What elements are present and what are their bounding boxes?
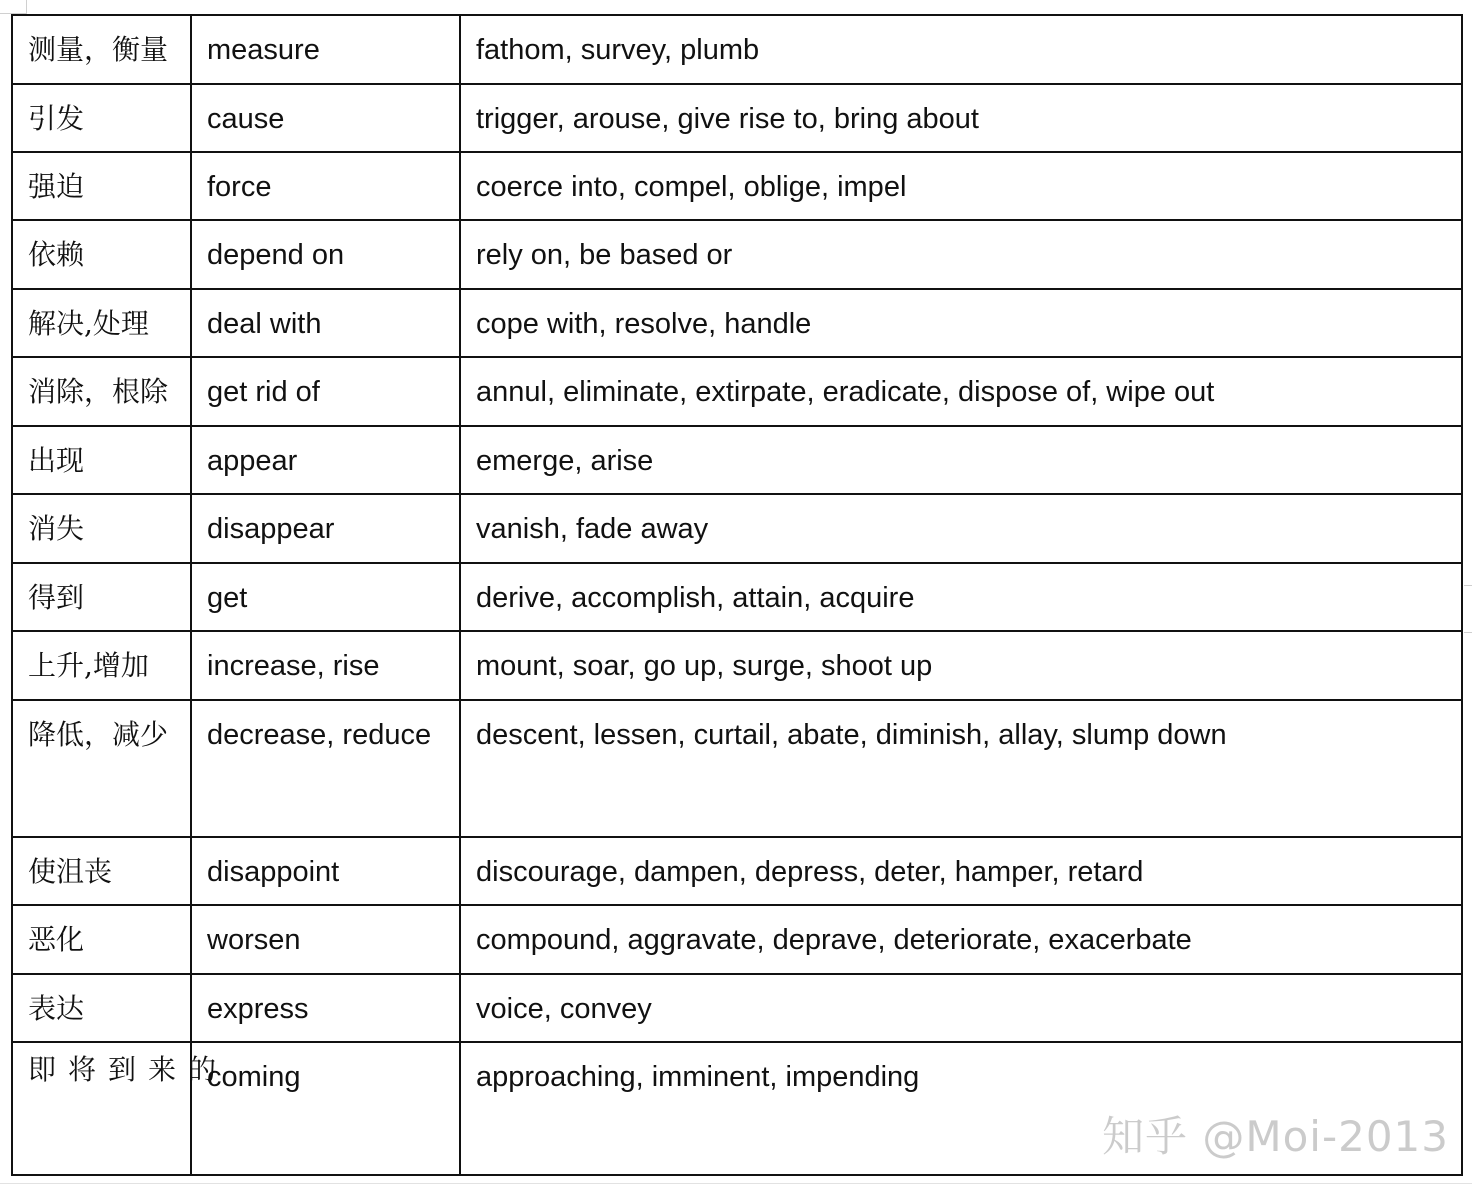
synonyms-cell: voice, convey — [460, 974, 1462, 1042]
word-cell: appear — [191, 426, 460, 494]
vocabulary-table — [11, 14, 1463, 1176]
synonyms-cell: emerge, arise — [460, 426, 1462, 494]
chinese-meaning-cell: 表达 — [12, 974, 191, 1042]
table-row — [12, 84, 1462, 152]
chinese-meaning-cell: 引发 — [12, 84, 191, 152]
watermark-text: 知乎 @Moi-2013 — [1102, 1112, 1449, 1161]
synonyms-cell: cope with, resolve, handle — [460, 289, 1462, 357]
synonyms-cell: compound, aggravate, deprave, deteriorate, exacerbate — [460, 905, 1462, 974]
synonyms-cell: trigger, arouse, give rise to, bring about — [460, 84, 1462, 152]
chinese-meaning-cell: 即将到来的 — [12, 1042, 191, 1175]
chinese-meaning-cell: 消除，根除 — [12, 357, 191, 426]
table-row — [12, 426, 1462, 494]
synonyms-cell: fathom, survey, plumb — [460, 15, 1462, 84]
table-row — [12, 152, 1462, 220]
chinese-meaning-cell: 测量，衡量 — [12, 15, 191, 84]
word-cell: coming — [191, 1042, 460, 1175]
table-row — [12, 494, 1462, 563]
page-bottom-edge — [0, 1183, 1472, 1190]
word-cell: cause — [191, 84, 460, 152]
synonyms-cell: descent, lessen, curtail, abate, diminish, allay, slump down — [460, 700, 1462, 837]
chinese-meaning-cell: 使沮丧 — [12, 837, 191, 905]
page-corner-marker — [0, 0, 27, 14]
table-row — [12, 563, 1462, 631]
chinese-meaning-cell: 降低，减少 — [12, 700, 191, 837]
table-row — [12, 357, 1462, 426]
table-row — [12, 15, 1462, 84]
word-cell: worsen — [191, 905, 460, 974]
synonyms-cell: discourage, dampen, depress, deter, hamper, retard — [460, 837, 1462, 905]
table-row — [12, 289, 1462, 357]
table-row — [12, 700, 1462, 837]
word-cell: get rid of — [191, 357, 460, 426]
word-cell: decrease, reduce — [191, 700, 460, 837]
word-cell: get — [191, 563, 460, 631]
synonyms-cell: mount, soar, go up, surge, shoot up — [460, 631, 1462, 700]
chinese-meaning-cell: 解决,处理 — [12, 289, 191, 357]
synonyms-cell: vanish, fade away — [460, 494, 1462, 563]
word-cell: disappoint — [191, 837, 460, 905]
word-cell: depend on — [191, 220, 460, 289]
word-cell: increase, rise — [191, 631, 460, 700]
word-cell: deal with — [191, 289, 460, 357]
chinese-meaning-cell: 上升,增加 — [12, 631, 191, 700]
word-cell: force — [191, 152, 460, 220]
table-row — [12, 631, 1462, 700]
page-side-marker — [1464, 585, 1472, 633]
chinese-meaning-cell: 出现 — [12, 426, 191, 494]
chinese-meaning-cell: 恶化 — [12, 905, 191, 974]
chinese-meaning-cell: 强迫 — [12, 152, 191, 220]
table-row — [12, 837, 1462, 905]
synonyms-cell: approaching, imminent, impending — [460, 1042, 1462, 1175]
word-cell: disappear — [191, 494, 460, 563]
chinese-meaning-cell: 得到 — [12, 563, 191, 631]
chinese-meaning-cell: 消失 — [12, 494, 191, 563]
table-row — [12, 220, 1462, 289]
synonyms-cell: coerce into, compel, oblige, impel — [460, 152, 1462, 220]
chinese-meaning-cell: 依赖 — [12, 220, 191, 289]
synonyms-cell: annul, eliminate, extirpate, eradicate, dispose of, wipe out — [460, 357, 1462, 426]
table-row — [12, 974, 1462, 1042]
word-cell: express — [191, 974, 460, 1042]
table-row — [12, 905, 1462, 974]
synonyms-cell: derive, accomplish, attain, acquire — [460, 563, 1462, 631]
word-cell: measure — [191, 15, 460, 84]
synonyms-cell: rely on, be based or — [460, 220, 1462, 289]
